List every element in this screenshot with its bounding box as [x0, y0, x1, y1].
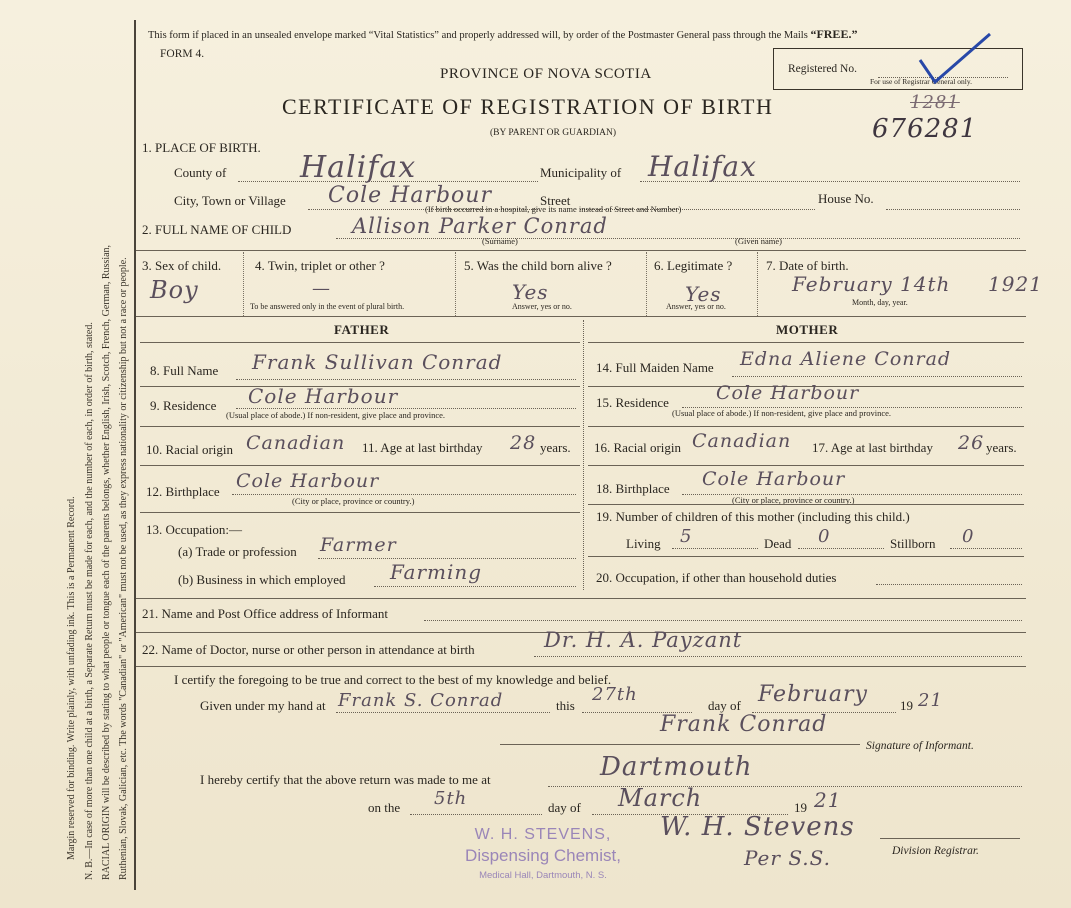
father-name-label: 8. Full Name [150, 363, 219, 378]
house-number-label: House No. [818, 191, 874, 206]
mother-residence-label: 15. Residence [596, 395, 669, 410]
surname-note: (Surname) [482, 236, 518, 246]
certify-year-prefix: 19 [900, 698, 913, 713]
registration-number: 676281 [872, 114, 978, 144]
given-name-note: (Given name) [735, 236, 782, 246]
twin-value: — [312, 278, 331, 299]
stamp-line-1: W. H. STEVENS, [474, 826, 612, 843]
check-mark-icon [915, 30, 995, 90]
father-heading: FATHER [334, 322, 390, 337]
mother-birthplace-label: 18. Birthplace [596, 481, 670, 496]
informant-signature-label: Signature of Informant. [866, 740, 974, 752]
mother-birthplace-note: (City or place, province or country.) [732, 495, 855, 505]
mother-age-value: 26 [958, 432, 985, 454]
doctor-label: 22. Name of Doctor, nurse or other person in attendance at birth [142, 642, 475, 657]
mother-racial-value: Canadian [692, 430, 792, 452]
margin-nb-note: N. B.—In case of more than one child at a birth, a Separate Return must be made for each, and the number of each, in order of birth, stated. [84, 322, 95, 880]
doctor-value: Dr. H. A. Payzant [544, 628, 743, 652]
hospital-note: (If birth occurred in a hospital, give its name instead of Street and Number) [425, 204, 682, 214]
stamp-line-2: Dispensing Chemist, [465, 846, 621, 865]
registrar-day-of-label: day of [548, 800, 581, 815]
date-of-birth-value: February 14th [792, 272, 951, 296]
trade-label: (a) Trade or profession [178, 544, 297, 559]
county-label: County of [174, 165, 227, 180]
sex-label: 3. Sex of child. [142, 258, 222, 273]
given-under-label: Given under my hand at [200, 698, 326, 713]
child-name-label: 2. FULL NAME OF CHILD [142, 222, 292, 237]
father-years-label: years. [540, 440, 571, 455]
alive-label: 5. Was the child born alive ? [464, 258, 612, 273]
certificate-subtitle: (BY PARENT OR GUARDIAN) [490, 128, 617, 138]
registrar-day-value: 5th [434, 788, 468, 809]
form-number: FORM 4. [160, 48, 205, 60]
business-label: (b) Business in which employed [178, 572, 346, 587]
free-label: “FREE.” [810, 27, 858, 41]
father-racial-value: Canadian [246, 432, 346, 454]
stillborn-label: Stillborn [890, 536, 936, 551]
dead-value: 0 [818, 526, 831, 547]
registrar-on-label: on the [368, 800, 401, 815]
city-label: City, Town or Village [174, 193, 286, 208]
street-label: Street [540, 193, 571, 208]
given-at-value: Frank S. Conrad [338, 690, 504, 711]
twin-note: To be answered only in the event of plural birth. [250, 302, 405, 311]
father-racial-label: 10. Racial origin [146, 442, 234, 457]
registrar-signature-per: Per S.S. [744, 846, 832, 870]
certify-statement: I certify the foregoing to be true and correct to the best of my knowledge and belief. [174, 672, 612, 687]
father-age-value: 28 [510, 432, 537, 454]
certificate-title: CERTIFICATE OF REGISTRATION OF BIRTH [282, 94, 774, 119]
chemist-stamp [438, 826, 648, 881]
legitimate-note: Answer, yes or no. [666, 302, 726, 311]
twin-label: 4. Twin, triplet or other ? [255, 258, 385, 273]
county-value: Halifax [300, 150, 417, 185]
mother-heading: MOTHER [776, 322, 839, 337]
mother-name-label: 14. Full Maiden Name [596, 360, 714, 375]
legitimate-label: 6. Legitimate ? [654, 258, 733, 273]
certify-year-value: 21 [918, 690, 943, 711]
mother-occupation-label: 20. Occupation, if other than household duties [596, 570, 837, 585]
father-birthplace-label: 12. Birthplace [146, 484, 220, 499]
alive-note: Answer, yes or no. [512, 302, 572, 311]
father-residence-label: 9. Residence [150, 398, 217, 413]
margin-racial-note-1: RACIAL ORIGIN will be described by stating to what people or tongue each of the parents belongs, whether English, Irish, Scotch, French, German, Russian, [101, 244, 112, 880]
mother-birthplace-value: Cole Harbour [702, 468, 846, 490]
father-residence-value: Cole Harbour [248, 384, 399, 408]
business-value: Farming [390, 560, 483, 584]
birth-year-value: 1921 [988, 272, 1043, 296]
registrar-place-value: Dartmouth [600, 752, 753, 782]
margin-racial-note-2: Ruthenian, Slovak, Galician, etc. The words "Canadian" or "American" must not be used, as they express nationality or citizenship but not a race or people. [118, 257, 129, 880]
place-of-birth-heading: 1. PLACE OF BIRTH. [142, 140, 261, 155]
mother-racial-label: 16. Racial origin [594, 440, 682, 455]
certify-day-of-label: day of [708, 698, 741, 713]
registrar-month-value: March [618, 784, 703, 812]
mother-name-value: Edna Aliene Conrad [740, 348, 952, 370]
father-residence-note: (Usual place of abode.) If non-resident, give place and province. [226, 410, 446, 420]
children-count-label: 19. Number of children of this mother (including this child.) [596, 509, 910, 524]
municipality-label: Municipality of [540, 165, 622, 180]
child-name-value: Allison Parker Conrad [352, 214, 608, 238]
stillborn-value: 0 [962, 526, 975, 547]
living-label: Living [626, 536, 661, 551]
trade-value: Farmer [320, 534, 397, 556]
registrar-year-value: 21 [814, 788, 842, 812]
father-birthplace-note: (City or place, province or country.) [292, 496, 415, 506]
registrar-signature: W. H. Stevens [660, 812, 855, 842]
date-note: Month, day, year. [852, 298, 908, 307]
municipality-value: Halifax [648, 150, 757, 183]
struck-number: 1281 [910, 92, 960, 113]
mother-age-label: 17. Age at last birthday [812, 440, 933, 455]
father-age-label: 11. Age at last birthday [362, 440, 483, 455]
registrar-statement: I hereby certify that the above return was made to me at [200, 772, 491, 787]
province-heading: PROVINCE OF NOVA SCOTIA [440, 66, 652, 82]
informant-label: 21. Name and Post Office address of Informant [142, 606, 388, 621]
city-value: Cole Harbour [328, 183, 492, 208]
father-occupation-label: 13. Occupation:— [146, 522, 243, 537]
informant-signature: Frank Conrad [660, 712, 828, 737]
certify-month-value: February [758, 682, 868, 707]
frame-left-border [134, 20, 136, 890]
this-label: this [556, 698, 575, 713]
sex-value: Boy [150, 276, 199, 304]
mail-notice: This form if placed in an unsealed envelope marked “Vital Statistics” and properly addressed will, by order of the Postmaster General pass through the Mails “FREE.” [148, 27, 858, 41]
division-registrar-label: Division Registrar. [892, 845, 979, 857]
margin-binding-note: Margin reserved for binding. Write plainly, with unfading ink. This is a Permanent Record. [66, 496, 77, 860]
dead-label: Dead [764, 536, 792, 551]
date-of-birth-label: 7. Date of birth. [766, 258, 849, 273]
living-value: 5 [680, 526, 693, 547]
registrar-note: For use of Registrar General only. [870, 77, 972, 86]
certify-day-value: 27th [592, 684, 638, 705]
stamp-line-3: Medical Hall, Dartmouth, N. S. [479, 870, 607, 881]
alive-value: Yes [512, 280, 549, 304]
father-birthplace-value: Cole Harbour [236, 470, 380, 492]
father-name-value: Frank Sullivan Conrad [252, 350, 503, 374]
mother-years-label: years. [986, 440, 1017, 455]
mother-residence-value: Cole Harbour [716, 382, 860, 404]
mother-residence-note: (Usual place of abode.) If non-resident, give place and province. [672, 408, 892, 418]
registered-label: Registered No. [788, 63, 857, 75]
legitimate-value: Yes [685, 282, 722, 306]
registrar-year-prefix: 19 [794, 800, 807, 815]
